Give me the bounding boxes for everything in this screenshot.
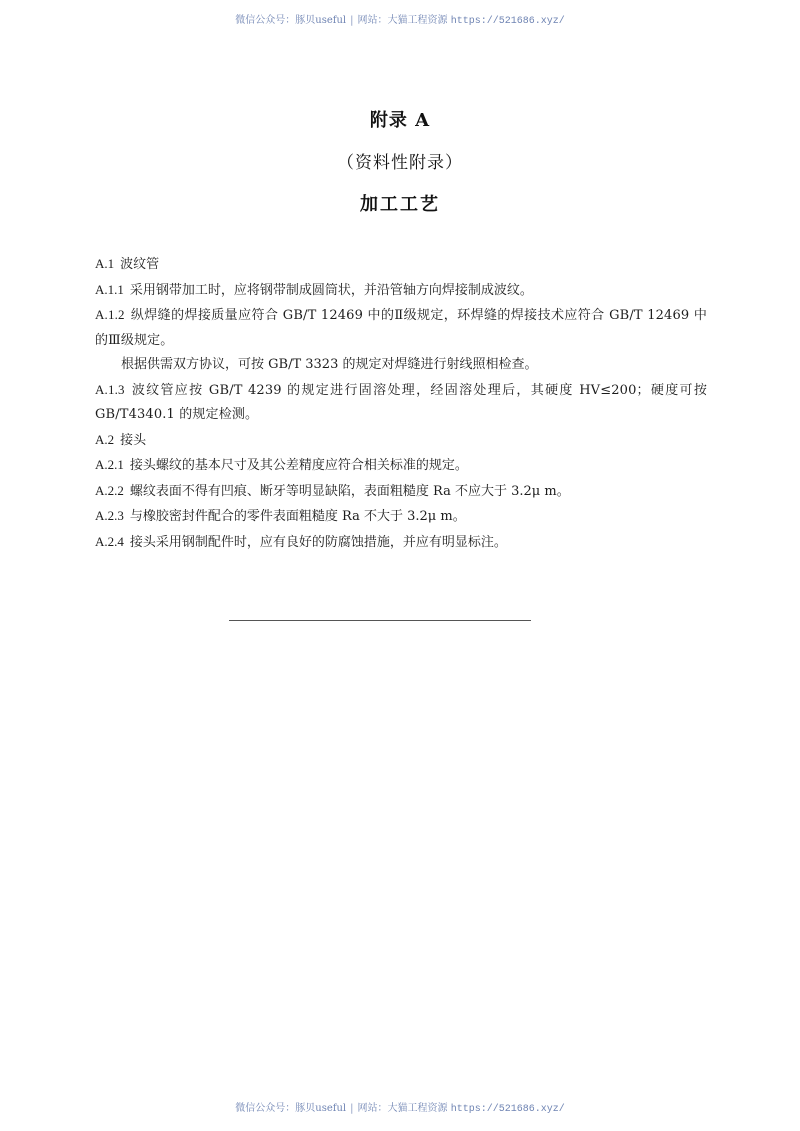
section-a1 bbox=[95, 252, 707, 278]
clause-a1-2 bbox=[95, 303, 707, 353]
clause-text: 纵焊缝的焊接质量应符合 GB/T 12469 中的Ⅱ级规定，环焊缝的焊接技术应符合 GB/T 12469 中的Ⅲ级规定。 bbox=[95, 308, 707, 348]
watermark-bottom bbox=[0, 1099, 800, 1115]
document-body bbox=[95, 252, 707, 555]
clause-number: A.1.2 bbox=[95, 307, 125, 322]
clause-number: A.2.4 bbox=[95, 533, 124, 549]
appendix-title: 加工工艺 bbox=[360, 194, 440, 215]
clause-text: 螺纹表面不得有凹痕、断牙等明显缺陷，表面粗糙度 Ra 不应大于 3.2μ m。 bbox=[129, 483, 570, 499]
clause-text: 与橡胶密封件配合的零件表面粗糙度 Ra 不大于 3.2μ m。 bbox=[129, 509, 466, 524]
clause-number: A.2.2 bbox=[95, 482, 124, 498]
watermark-wechat: 微信公众号：豚贝useful bbox=[235, 1103, 347, 1114]
watermark-top bbox=[0, 11, 800, 27]
appendix-nature: （资料性附录） bbox=[337, 153, 463, 173]
clause-text: 波纹管应按 GB/T 4239 的规定进行固溶处理，经固溶处理后，其硬度 HV≤200；硬度可按 GB/T4340.1 的规定检测。 bbox=[95, 382, 707, 422]
end-of-appendix-rule bbox=[229, 620, 531, 621]
clause-a2-1 bbox=[95, 453, 707, 479]
appendix-heading: 附录 A bbox=[369, 110, 431, 131]
clause-a2-3 bbox=[95, 504, 707, 530]
clause-text: 波纹管 bbox=[120, 257, 160, 272]
clause-a1-1 bbox=[95, 278, 707, 304]
clause-text: 接头采用钢制配件时，应有良好的防腐蚀措施，并应有明显标注。 bbox=[129, 534, 507, 550]
watermark-separator: | bbox=[350, 15, 354, 26]
clause-text: 采用钢带加工时，应将钢带制成圆筒状，并沿管轴方向焊接制成波纹。 bbox=[129, 282, 533, 298]
clause-a1-2-note bbox=[95, 353, 707, 378]
watermark-url[interactable]: https://521686.xyz/ bbox=[450, 1104, 565, 1115]
clause-text: 接头螺纹的基本尺寸及其公差精度应符合相关标准的规定。 bbox=[129, 458, 468, 473]
watermark-wechat: 微信公众号：豚贝useful bbox=[235, 15, 347, 26]
watermark-site: 网站：大猫工程资源 bbox=[357, 15, 448, 26]
clause-number: A.1 bbox=[95, 256, 115, 271]
clause-number: A.2.1 bbox=[95, 457, 124, 472]
clause-text: 根据供需双方协议，可按 GB/T 3323 的规定对焊缝进行射线照相检查。 bbox=[121, 357, 538, 372]
watermark-separator: | bbox=[350, 1103, 354, 1114]
clause-number: A.2.3 bbox=[95, 508, 124, 523]
clause-a1-3 bbox=[95, 378, 707, 428]
clause-a2-4 bbox=[95, 530, 707, 556]
section-a2 bbox=[95, 428, 707, 454]
clause-a2-2 bbox=[95, 479, 707, 505]
clause-number: A.1.3 bbox=[95, 381, 125, 397]
clause-number: A.1.1 bbox=[95, 281, 124, 297]
watermark-site: 网站：大猫工程资源 bbox=[357, 1103, 448, 1114]
clause-text: 接头 bbox=[120, 432, 147, 448]
watermark-url[interactable]: https://521686.xyz/ bbox=[450, 16, 565, 27]
clause-number: A.2 bbox=[95, 431, 115, 447]
